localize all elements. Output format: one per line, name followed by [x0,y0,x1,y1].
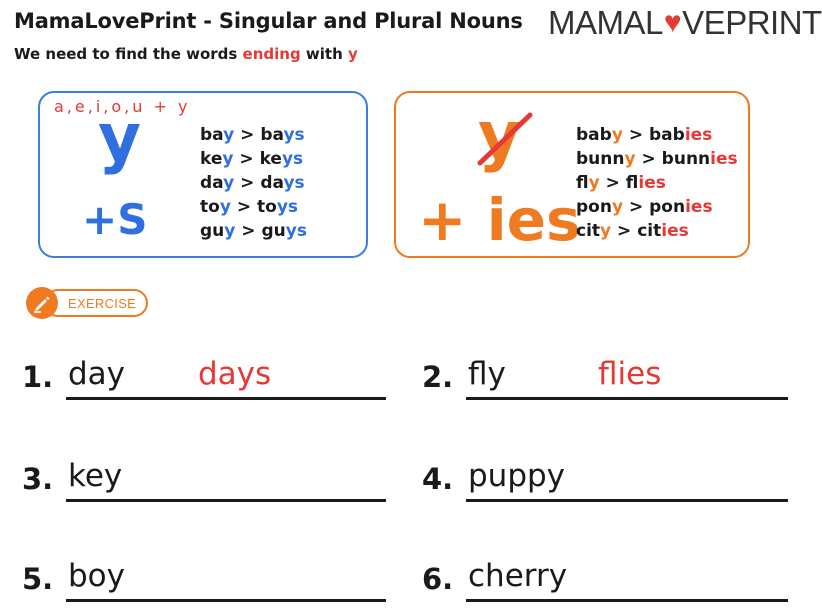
vowel-rule-label: a,e,i,o,u + y [54,97,191,116]
rule-part-pstem: pon [649,197,686,217]
item-number: 6. [422,562,454,596]
answer-line [66,397,386,400]
rule-part-arrow: > [235,221,262,241]
rule-part-end: y [588,173,600,193]
item-word: fly [468,356,506,392]
rule-part-pend: ies [684,125,713,145]
rule-part-stem: ke [200,149,223,169]
answer-line [66,599,386,602]
answer-line [466,599,788,602]
logo-text-left: MAMAL [548,4,663,41]
rule-part-stem: fl [576,173,589,193]
rule-part-end: y [223,173,235,193]
heart-icon: ♥ [663,6,682,39]
rule-part-pstem: ba [260,125,284,145]
rule-part-pend: ies [710,149,738,169]
rule-suffix-s: +S [82,195,148,244]
rule-part-pend: ys [283,125,305,145]
rule-part-pend: ys [285,221,307,241]
item-number: 4. [422,462,454,496]
rule-part-pend: ies [661,221,689,241]
rule-part-end: y [223,125,235,145]
example-rule [200,195,307,219]
rule-suffix-ies: + ies [418,186,581,254]
rule-part-pstem: gu [261,221,286,241]
rule-part-arrow: > [234,125,261,145]
example-rule [576,123,738,147]
example-rule [576,171,738,195]
item-number: 3. [22,462,54,496]
item-number: 2. [422,360,454,394]
exercise-label: EXERCISE [44,289,148,317]
page-title: MamaLovePrint - Singular and Plural Nouns [14,9,523,33]
example-rule [200,219,307,243]
rule-part-stem: pon [576,197,612,217]
rule-part-stem: ba [200,125,224,145]
rule-part-pstem: bab [649,125,685,145]
answer-line [66,499,386,502]
item-word: cherry [468,558,568,594]
brand-logo [548,4,822,42]
rule-part-end: y [600,221,612,241]
answer-line [466,499,788,502]
rule-part-arrow: > [622,125,649,145]
item-word: puppy [468,458,566,494]
subtitle-middle: with [300,45,348,63]
rule-part-pend: ys [276,197,299,217]
item-answer: days [198,356,272,392]
rule-part-arrow: > [233,149,260,169]
rule-part-arrow: > [230,197,257,217]
rule-part-pstem: bunn [661,149,711,169]
item-number: 5. [22,562,54,596]
exercise-item-3 [22,454,386,504]
rule-part-end: y [611,197,624,217]
logo-text-right: VEPRINT [682,4,822,41]
rule-part-pend: ys [283,173,305,193]
rule-part-stem: cit [576,221,601,241]
example-list [576,123,738,243]
rule-box-vowel-y [38,91,368,258]
rule-part-pstem: fl [625,173,639,193]
rule-part-arrow: > [611,221,638,241]
page-subtitle [14,45,358,63]
pencil-icon [26,287,58,319]
rule-part-arrow: > [623,197,650,217]
example-rule [576,219,738,243]
example-list [200,123,307,243]
example-rule [576,195,738,219]
rule-letter-y-crossed: y [478,97,522,174]
rule-part-end: y [624,149,636,169]
rule-part-end: y [224,221,236,241]
example-rule [200,171,307,195]
rule-box-consonant-y [394,91,750,258]
item-answer: flies [598,356,662,392]
subtitle-highlight: ending [242,45,301,63]
item-word: boy [68,558,125,594]
rule-part-stem: bab [576,125,612,145]
rule-part-pend: ies [638,173,666,193]
example-rule [576,147,738,171]
rule-part-pstem: da [260,173,284,193]
item-word: day [68,356,126,392]
rule-part-pstem: ke [259,149,282,169]
rule-part-end: y [222,149,234,169]
rule-part-end: y [611,125,623,145]
rule-part-arrow: > [599,173,626,193]
exercise-item-5 [22,554,386,604]
rule-part-pend: ys [281,149,304,169]
rule-part-stem: bunn [576,149,625,169]
exercise-badge [26,287,148,319]
rule-part-arrow: > [635,149,662,169]
item-number: 1. [22,360,54,394]
subtitle-letter: y [348,45,358,63]
rule-part-pstem: to [257,197,277,217]
exercise-item-1 [22,352,386,402]
rule-letter-y: y [98,99,142,176]
rule-part-stem: gu [200,221,225,241]
rule-part-end: y [219,197,231,217]
rule-part-pend: ies [685,197,713,217]
cross-out-icon [476,111,534,167]
subtitle-text: We need to find the words [14,45,243,63]
example-rule [200,147,307,171]
answer-line [466,397,788,400]
rule-part-stem: da [200,173,224,193]
exercise-item-2 [422,352,790,402]
exercise-item-4 [422,454,790,504]
rule-part-stem: to [200,197,220,217]
item-word: key [68,458,123,494]
exercise-item-6 [422,554,790,604]
rule-part-arrow: > [234,173,261,193]
rule-part-pstem: cit [637,221,662,241]
example-rule [200,123,307,147]
